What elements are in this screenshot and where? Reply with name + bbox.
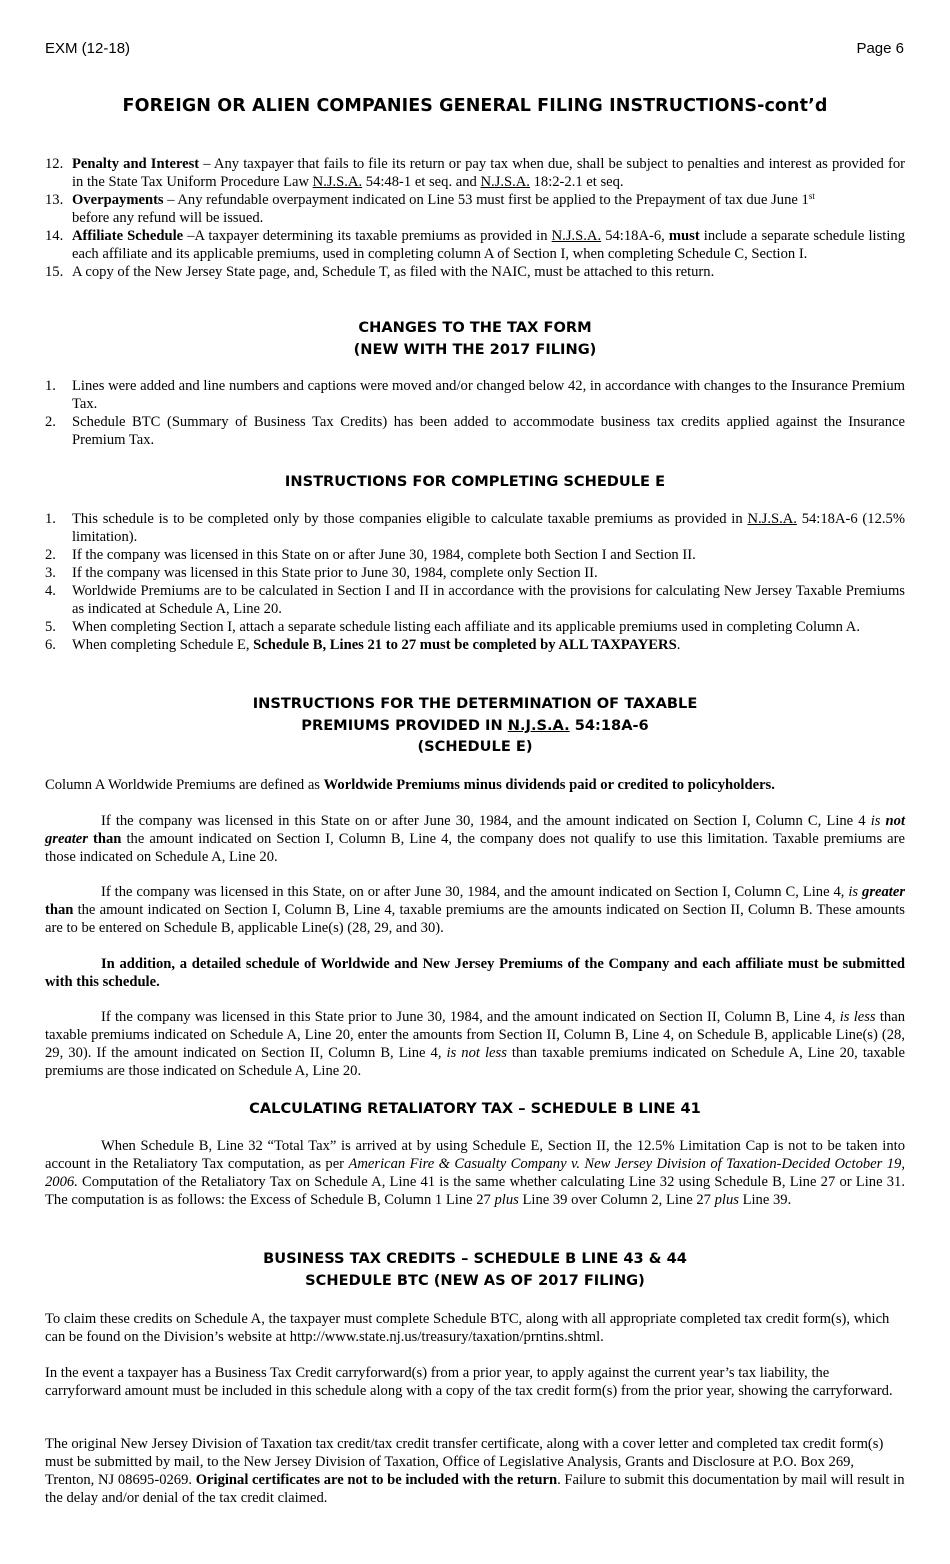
list-item: 6. When completing Schedule E, Schedule B, Lines 21 to 27 must be completed by ALL TAXPAYERS.: [45, 637, 681, 653]
list-item: 15. A copy of the New Jersey State page, and, Schedule T, as filed with the NAIC, must be attached to this return.: [45, 264, 715, 280]
list-item: 1. Lines were added and line numbers and captions were moved and/or changed below 42, in accordance with changes to the Insurance Premium Tax.: [45, 378, 905, 412]
determination-para-1: Column A Worldwide Premiums are defined as Worldwide Premiums minus dividends paid or credited to policyholders.: [45, 777, 775, 793]
page-number: Page 6: [856, 40, 904, 57]
list-item: 12. Penalty and Interest – Any taxpayer that fails to file its return or pay tax when due, shall be subject to penalties and interest as provided for in the State Tax Uniform Procedure Law N.J.S.A. 54:48-1 et seq. and N.J.S.A. 18:2-2.1 et seq.: [45, 156, 905, 190]
list-item: 2. Schedule BTC (Summary of Business Tax Credits) has been added to accommodate business tax credits applied against the Insurance Premium Tax.: [45, 414, 905, 448]
list-item: 4. Worldwide Premiums are to be calculated in Section I and II in accordance with the provisions for calculating New Jersey Taxable Premiums as indicated at Schedule A, Line 20.: [45, 583, 905, 617]
credits-para-2: In the event a taxpayer has a Business Tax Credit carryforward(s) from a prior year, to apply against the current year’s tax liability, the carryforward amount must be included in this schedule along with a copy of the tax credit form(s) from the prior year, showing the carryforward.: [45, 1365, 893, 1399]
changes-list: [45, 377, 905, 449]
list-item: 14. Affiliate Schedule –A taxpayer determining its taxable premiums as provided in N.J.S.A. 54:18A-6, must include a separate schedule listing each affiliate and its applicable premiums, used in completing column A of Section I, when completing Schedule C, Section I.: [45, 228, 905, 262]
credits-para-1: To claim these credits on Schedule A, the taxpayer must complete Schedule BTC, along with all appropriate completed tax credit form(s), which can be found on the Division’s website at http://www.state.nj.us/treasury/taxation/prntins.shtml.: [45, 1311, 890, 1345]
list-item: 13. Overpayments – Any refundable overpayment indicated on Line 53 must first be applied to the Prepayment of tax due June 1st before any refund will be issued.: [45, 191, 815, 226]
determination-para-4: In addition, a detailed schedule of Worldwide and New Jersey Premiums of the Company and each affiliate must be submitted with this schedule.: [45, 956, 905, 990]
changes-heading: CHANGES TO THE TAX FORM (NEW WITH THE 2017 FILING): [353, 319, 597, 358]
list-item: 1. This schedule is to be completed only by those companies eligible to calculate taxable premiums as provided in N.J.S.A. 54:18A-6 (12.5% limitation).: [45, 511, 905, 545]
list-item: 2. If the company was licensed in this State on or after June 30, 1984, complete both Section I and Section II.: [45, 547, 696, 563]
determination-heading: INSTRUCTIONS FOR THE DETERMINATION OF TAXABLE PREMIUMS PROVIDED IN N.J.S.A. 54:18A-6 (SCHEDULE E): [252, 695, 698, 755]
retaliatory-para: When Schedule B, Line 32 “Total Tax” is arrived at by using Schedule E, Section II, the 12.5% Limitation Cap is not to be taken into account in the Retaliatory Tax computation, as per American Fire & Casualty Company v. New Jersey Division of Taxation-Decided October 19, 2006. Computation of the Retaliatory Tax on Schedule A, Line 41 is the same whether calculating Line 32 using Schedule B, Line 27 or Line 31. The computation is as follows: the Excess of Schedule B, Column 1 Line 27 plus Line 39 over Column 2, Line 27 plus Line 39.: [45, 1138, 905, 1208]
schedule-e-heading: INSTRUCTIONS FOR COMPLETING SCHEDULE E: [284, 473, 666, 490]
credits-heading: BUSINESS TAX CREDITS – SCHEDULE B LINE 43 & 44 SCHEDULE BTC (NEW AS OF 2017 FILING): [263, 1250, 687, 1289]
determination-para-5: If the company was licensed in this State prior to June 30, 1984, and the amount indicated on Section II, Column B, Line 4, is less than taxable premiums indicated on Schedule A, Line 20, enter the amounts from Section II, Column B, Line 4, on Schedule B, applicable Line(s) (28, 29, 30). If the amount indicated on Section II, Column B, Line 4, is not less than taxable premiums indicated on Schedule A, Line 20, taxable premiums are those indicated on Schedule A, Line 20.: [45, 1009, 906, 1079]
determination-para-2: If the company was licensed in this State on or after June 30, 1984, and the amount indicated on Section I, Column C, Line 4 is not greater than the amount indicated on Section I, Column B, Line 4, the company does not qualify to use this limitation. Taxable premiums are those indicated on Schedule A, Line 20.: [45, 813, 905, 865]
list-item: 5. When completing Section I, attach a separate schedule listing each affiliate and its applicable premiums used in completing Column A.: [45, 619, 860, 635]
credits-para-3: The original New Jersey Division of Taxation tax credit/tax credit transfer certificate, along with a cover letter and completed tax credit form(s) must be submitted by mail, to the New Jersey Division of Taxation, Office of Legislative Analysis, Grants and Disclosure at P.O. Box 269, Trenton, NJ 08695-0269. Original certificates are not to be included with the return. Failure to submit this documentation by mail will result in the delay and/or denial of the tax credit claimed.: [45, 1436, 905, 1506]
page-title: FOREIGN OR ALIEN COMPANIES GENERAL FILING INSTRUCTIONS-cont’d: [122, 96, 828, 116]
retaliatory-heading: CALCULATING RETALIATORY TAX – SCHEDULE B LINE 41: [249, 1100, 701, 1117]
list-item: 3. If the company was licensed in this State prior to June 30, 1984, complete only Section II.: [45, 565, 598, 581]
form-id: EXM (12-18): [45, 40, 131, 57]
general-instructions: [45, 155, 905, 281]
determination-para-3: If the company was licensed in this State, on or after June 30, 1984, and the amount indicated on Section I, Column C, Line 4, is greater than the amount indicated on Section I, Column B, Line 4, taxable premiums are the amounts indicated on Section II, Column B. These amounts are to be entered on Schedule B, applicable Line(s) (28, 29, and 30).: [45, 884, 905, 936]
schedule-e-list: [45, 510, 905, 654]
